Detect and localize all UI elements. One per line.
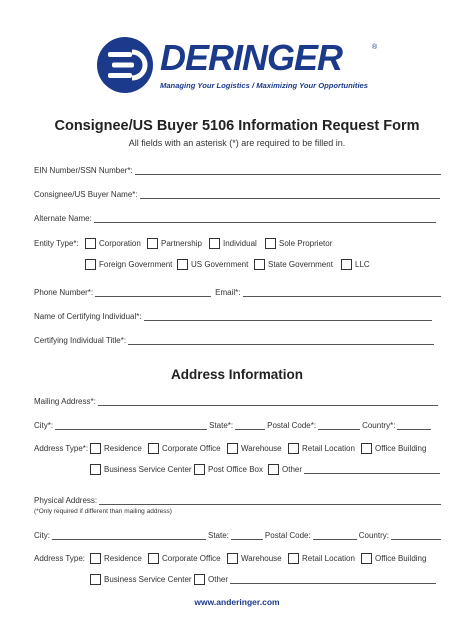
- entity-type-row1: [34, 238, 332, 249]
- entity-type-label: Entity Type*:: [34, 239, 79, 248]
- physical-address-label: Physical Address:: [34, 496, 98, 505]
- address-section-title: Address Information: [170, 367, 303, 382]
- checkbox[interactable]: [288, 443, 299, 454]
- address-option-retail-location[interactable]: Retail Location: [288, 443, 361, 454]
- certifying-name-label: Name of Certifying Individual*:: [34, 312, 142, 321]
- entity-option-corporation[interactable]: Corporation: [85, 238, 147, 249]
- certifying-title-label: Certifying Individual Title*:: [34, 336, 127, 345]
- other2-field[interactable]: [230, 576, 436, 584]
- phone-field[interactable]: [95, 288, 211, 297]
- alternate-name-row: [34, 214, 438, 223]
- address2-option-office-building[interactable]: Office Building: [361, 553, 426, 564]
- country2-field[interactable]: [391, 531, 441, 540]
- buyer-name-row: [34, 190, 442, 199]
- address-option-other[interactable]: Other: [268, 464, 442, 475]
- address-type-row2: [90, 464, 442, 475]
- entity-option-sole-proprietor[interactable]: Sole Proprietor: [265, 238, 332, 249]
- state2-field[interactable]: [231, 531, 263, 540]
- physical-address-row: [34, 496, 443, 505]
- address-type2-row2: [90, 574, 438, 585]
- state-label: State*:: [209, 421, 234, 430]
- form-title: Consignee/US Buyer 5106 Information Request Form: [54, 118, 420, 134]
- deringer-logo-mark-icon: [96, 36, 154, 94]
- address-option-warehouse[interactable]: Warehouse: [227, 443, 288, 454]
- address2-option-residence[interactable]: Residence: [90, 553, 148, 564]
- buyer-name-label: Consignee/US Buyer Name*:: [34, 190, 138, 199]
- city-state-row: [34, 421, 433, 430]
- address-option-post-office-box[interactable]: Post Office Box: [194, 464, 268, 475]
- checkbox[interactable]: [194, 574, 205, 585]
- entity-option-partnership[interactable]: Partnership: [147, 238, 209, 249]
- certifying-title-field[interactable]: [128, 336, 434, 345]
- checkbox[interactable]: [361, 443, 372, 454]
- state2-label: State:: [208, 531, 229, 540]
- checkbox[interactable]: [254, 259, 265, 270]
- checkbox[interactable]: [177, 259, 188, 270]
- checkbox[interactable]: [85, 259, 96, 270]
- address-option-business-service-center[interactable]: Business Service Center: [90, 464, 194, 475]
- postal-code2-field[interactable]: [313, 531, 357, 540]
- city2-label: City:: [34, 531, 50, 540]
- alternate-name-label: Alternate Name:: [34, 214, 92, 223]
- physical-address-field[interactable]: [99, 496, 441, 505]
- city-field[interactable]: [55, 421, 207, 430]
- mailing-address-label: Mailing Address*:: [34, 397, 96, 406]
- ein-field[interactable]: [135, 166, 441, 175]
- country-label: Country*:: [362, 421, 396, 430]
- checkbox[interactable]: [268, 464, 279, 475]
- checkbox[interactable]: [227, 553, 238, 564]
- certifying-name-row: [34, 312, 434, 321]
- other-field[interactable]: [304, 466, 440, 474]
- phone-label: Phone Number*:: [34, 288, 94, 297]
- checkbox[interactable]: [148, 443, 159, 454]
- address-type2-row1: [34, 553, 426, 564]
- checkbox[interactable]: [265, 238, 276, 249]
- address2-option-retail-location[interactable]: Retail Location: [288, 553, 361, 564]
- postal-code-label: Postal Code*:: [267, 421, 317, 430]
- email-field[interactable]: [243, 288, 441, 297]
- postal-code-field[interactable]: [318, 421, 360, 430]
- address-option-residence[interactable]: Residence: [90, 443, 148, 454]
- brand-name: DERINGER: [160, 37, 343, 78]
- certifying-title-row: [34, 336, 436, 345]
- mailing-address-field[interactable]: [98, 397, 438, 406]
- country2-label: Country:: [358, 531, 389, 540]
- form-subtitle: All fields with an asterisk (*) are required to be filled in.: [128, 138, 346, 148]
- checkbox[interactable]: [90, 443, 101, 454]
- checkbox[interactable]: [194, 464, 205, 475]
- country-field[interactable]: [397, 421, 431, 430]
- ein-label: EIN Number/SSN Number*:: [34, 166, 133, 175]
- phone-email-row: [34, 288, 443, 297]
- city2-field[interactable]: [52, 531, 206, 540]
- checkbox[interactable]: [288, 553, 299, 564]
- city2-state2-row: [34, 531, 443, 540]
- entity-option-individual[interactable]: Individual: [209, 238, 265, 249]
- address-type-label: Address Type*:: [34, 444, 89, 453]
- email-label: Email*:: [215, 288, 241, 297]
- checkbox[interactable]: [90, 553, 101, 564]
- deringer-logo: [96, 34, 386, 94]
- state-field[interactable]: [235, 421, 265, 430]
- brand-tagline: Managing Your Logistics / Maximizing Your Opportunities: [160, 81, 369, 90]
- entity-option-us-government[interactable]: US Government: [177, 259, 254, 270]
- entity-option-llc[interactable]: LLC: [341, 259, 370, 270]
- checkbox[interactable]: [209, 238, 220, 249]
- checkbox[interactable]: [147, 238, 158, 249]
- buyer-name-field[interactable]: [140, 190, 440, 199]
- physical-address-note: (*Only required if different than mailing address): [34, 508, 172, 515]
- mailing-address-row: [34, 397, 440, 406]
- checkbox[interactable]: [148, 553, 159, 564]
- address2-option-other[interactable]: Other: [194, 574, 438, 585]
- certifying-name-field[interactable]: [144, 312, 432, 321]
- city-label: City*:: [34, 421, 54, 430]
- address2-option-corporate-office[interactable]: Corporate Office: [148, 553, 227, 564]
- checkbox[interactable]: [90, 574, 101, 585]
- checkbox[interactable]: [90, 464, 101, 475]
- registered-mark: ®: [372, 44, 378, 51]
- address-option-office-building[interactable]: Office Building: [361, 443, 426, 454]
- entity-option-state-government[interactable]: State Government: [254, 259, 341, 270]
- entity-option-foreign-government[interactable]: Foreign Government: [85, 259, 177, 270]
- footer-url[interactable]: www.anderinger.com: [194, 597, 280, 607]
- address-option-corporate-office[interactable]: Corporate Office: [148, 443, 227, 454]
- checkbox[interactable]: [361, 553, 372, 564]
- address2-option-business-service-center[interactable]: Business Service Center: [90, 574, 194, 585]
- address-type2-label: Address Type:: [34, 554, 85, 563]
- address-type-row1: [34, 443, 426, 454]
- ein-row: [34, 166, 443, 175]
- checkbox[interactable]: [341, 259, 352, 270]
- entity-type-row2: [85, 259, 370, 270]
- checkbox[interactable]: [85, 238, 96, 249]
- postal-code2-label: Postal Code:: [264, 531, 311, 540]
- checkbox[interactable]: [227, 443, 238, 454]
- address2-option-warehouse[interactable]: Warehouse: [227, 553, 288, 564]
- alternate-name-field[interactable]: [94, 214, 436, 223]
